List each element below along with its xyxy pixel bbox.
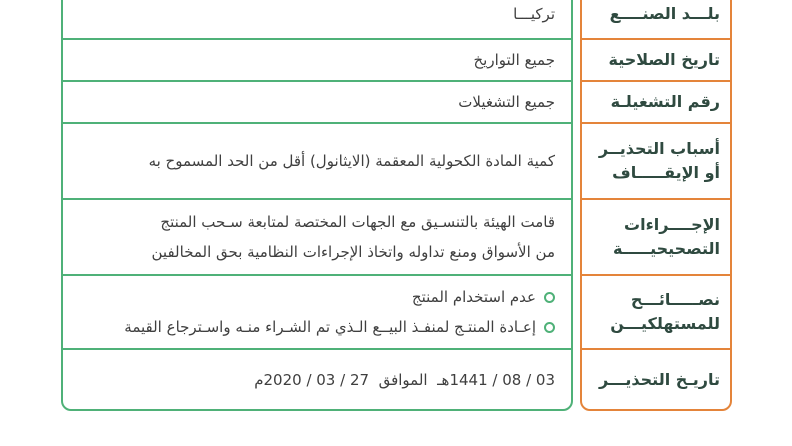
- label-row-actions: [582, 200, 730, 276]
- value-text: إعـادة المنتـج لمنفـذ البيــع الـذي تم الشـراء منـه واسـترجاع القيمة: [124, 318, 536, 336]
- label-row-country: [582, 0, 730, 40]
- value-text: كمية المادة الكحولية المعقمة (الايثانول) أقل من الحد المسموح به: [148, 152, 555, 170]
- label-text: رقم التشغيلـة: [610, 92, 720, 111]
- label-text: أسباب التحذيــر: [598, 139, 720, 158]
- label-text: بلـــد الصنــــع: [609, 4, 720, 23]
- value-text: جميع التواريخ: [473, 51, 555, 69]
- value-row-actions: [63, 200, 571, 276]
- label-column: [580, 0, 732, 411]
- value-text: من الأسواق ومنع تداوله واتخاذ الإجراءات النظامية بحق المخالفين: [151, 243, 555, 261]
- value-text: تركيـــا: [513, 5, 555, 23]
- value-row-advice: [63, 276, 571, 350]
- list-item: [77, 282, 555, 312]
- value-text: 03 / 08 / 1441هـ الموافق 27 / 03 / 2020م: [254, 370, 555, 389]
- label-text: التصحيحيـــــة: [613, 239, 720, 258]
- circle-bullet-icon: [544, 292, 555, 303]
- label-row-date: [582, 350, 730, 409]
- label-row-reasons: [582, 124, 730, 200]
- label-row-batch: [582, 82, 730, 124]
- label-text: للمستهلكيـــن: [610, 314, 720, 333]
- list-item: [77, 312, 555, 342]
- value-row-reasons: [63, 124, 571, 200]
- label-text: تاريـخ التحذيـــر: [599, 369, 720, 389]
- label-text: نصـــــائـــح: [630, 290, 720, 309]
- label-row-expiry: [582, 40, 730, 82]
- value-text: عدم استخدام المنتج: [411, 288, 536, 306]
- value-row-country: [63, 0, 571, 40]
- value-text: جميع التشغيلات: [458, 93, 555, 111]
- value-row-expiry: [63, 40, 571, 82]
- label-text: أو الإيقـــــاف: [612, 163, 720, 182]
- label-text: تاريخ الصلاحية: [608, 50, 720, 69]
- advice-list: [77, 282, 555, 342]
- label-text: الإجــــراءات: [624, 215, 720, 234]
- value-row-date: [63, 350, 571, 409]
- circle-bullet-icon: [544, 322, 555, 333]
- value-text: قامت الهيئة بالتنسـيق مع الجهات المختصة لمتابعة سـحب المنتج: [160, 213, 555, 231]
- label-row-advice: [582, 276, 730, 350]
- value-row-batch: [63, 82, 571, 124]
- value-column: [61, 0, 573, 411]
